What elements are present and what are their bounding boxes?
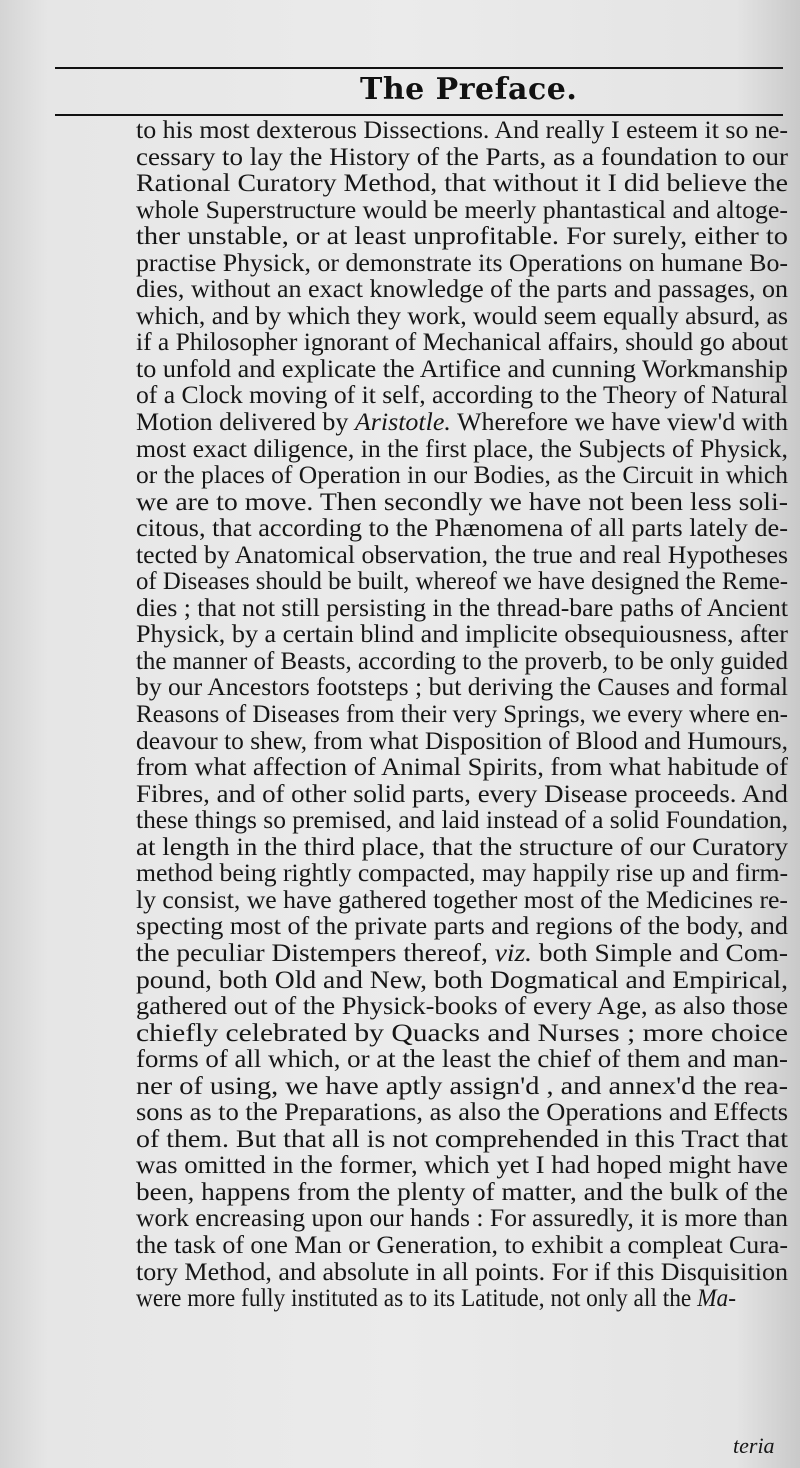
text-segment: were more fully instituted as to its Latitude, not only all the	[136, 1286, 698, 1313]
text-line	[136, 861, 796, 888]
text-segment: from what affection of Animal Spirits, from what habitude of	[136, 755, 788, 782]
text-segment: most exact diligence, in the first place, the Subjects of Physick,	[136, 436, 788, 463]
text-segment: Ma-	[697, 1286, 736, 1313]
text-segment: chiefly celebrated by Quacks and Nurses ; more choice	[136, 1020, 788, 1047]
text-line	[136, 808, 796, 835]
text-line	[136, 622, 796, 649]
catchword: teria	[733, 1433, 775, 1458]
text-line	[136, 1233, 796, 1260]
text-segment: the manner of Beasts, according to the proverb, to be only guided	[136, 648, 788, 675]
text-segment: of Diseases should be built, whereof we have designed the Reme-	[136, 569, 788, 596]
text-line	[136, 224, 796, 251]
text-line	[136, 171, 796, 198]
text-segment: dies ; that not still persisting in the thread-bare paths of Ancient	[136, 595, 788, 622]
text-segment: we are to move. Then secondly we have not been less soli-	[136, 489, 788, 516]
text-segment: cessary to lay the History of the Parts, as a foundation to our	[136, 144, 788, 171]
text-segment: ner of using, we have aptly assign'd , and annex'd the rea-	[136, 1073, 788, 1100]
text-line	[136, 357, 796, 384]
text-line	[136, 1153, 796, 1180]
text-line	[136, 1074, 796, 1101]
text-segment: gathered out of the Physick-books of every Age, as also those	[136, 994, 788, 1021]
text-line	[136, 1047, 796, 1074]
text-line	[136, 914, 796, 941]
text-line	[136, 383, 796, 410]
text-segment: sons as to the Preparations, as also the Operations and Effects	[136, 1100, 788, 1127]
text-line	[136, 835, 796, 862]
text-segment: method being rightly compacted, may happily rise up and firm-	[136, 861, 788, 888]
text-line	[136, 304, 796, 331]
text-line	[136, 968, 796, 995]
text-line	[136, 675, 796, 702]
text-segment: to his most dexterous Dissections. And really I esteem it so ne-	[136, 118, 788, 144]
text-segment: was omitted in the former, which yet I had hoped might have	[136, 1153, 788, 1180]
text-line	[136, 463, 796, 490]
text-line	[136, 437, 796, 464]
text-segment: both Simple and Com-	[532, 940, 788, 967]
text-segment: been, happens from the plenty of matter, and the bulk of the	[136, 1179, 788, 1206]
text-line	[136, 543, 796, 570]
text-segment: of them. But that all is not comprehended in this Tract that	[136, 1126, 789, 1153]
preface-body-text	[136, 118, 796, 1313]
text-line	[136, 569, 796, 596]
text-line	[136, 1260, 796, 1287]
text-segment: citous, that according to the Phænomena of all parts lately de-	[136, 516, 788, 543]
text-line	[136, 755, 796, 782]
text-segment: tory Method, and absolute in all points. For if this Disquisition	[136, 1259, 788, 1286]
text-segment: these things so premised, and laid instead of a solid Foundation,	[136, 808, 788, 835]
text-line	[136, 251, 796, 278]
text-segment: by our Ancestors footsteps ; but deriving the Causes and formal	[136, 675, 788, 702]
text-line	[136, 330, 796, 357]
text-segment: forms of all which, or at the least the chief of them and man-	[136, 1047, 788, 1074]
text-line	[136, 1127, 796, 1154]
text-segment: ly consist, we have gathered together most of the Medicines re-	[136, 887, 788, 914]
text-segment: dies, without an exact knowledge of the parts and passages, on	[136, 277, 788, 304]
text-line	[136, 702, 796, 729]
text-line	[136, 596, 796, 623]
text-segment: tected by Anatomical observation, the true and real Hypotheses	[136, 542, 788, 569]
text-segment: Rational Curatory Method, that without it I did believe the	[136, 171, 788, 198]
text-segment: which, and by which they work, would seem equally absurd, as	[136, 303, 788, 330]
text-segment: the task of one Man or Generation, to exhibit a compleat Cura-	[136, 1232, 788, 1259]
text-segment: Wherefore we have view'd with	[450, 410, 788, 437]
text-line	[136, 994, 796, 1021]
text-segment: whole Superstructure would be meerly phantastical and altoge-	[136, 197, 788, 224]
text-line	[136, 198, 796, 225]
text-segment: of a Clock moving of it self, according to the Theory of Natural	[136, 383, 788, 410]
text-line	[136, 1286, 796, 1313]
text-segment: deavour to shew, from what Disposition of Blood and Humours,	[136, 728, 788, 755]
text-segment: Fibres, and of other solid parts, every Disease proceeds. And	[136, 781, 788, 808]
text-segment: ther unstable, or at least unprofitable. For surely, either to	[136, 224, 788, 251]
text-segment: Reasons of Diseases from their very Springs, we every where en-	[136, 702, 788, 729]
text-segment: the peculiar Distempers thereof,	[136, 940, 495, 967]
text-segment: Aristotle.	[354, 410, 451, 437]
text-segment: specting most of the private parts and regions of the body, and	[136, 914, 788, 941]
text-line	[136, 1100, 796, 1127]
text-line	[136, 277, 796, 304]
text-line	[136, 888, 796, 915]
text-line	[136, 941, 796, 968]
header-rule-top	[55, 67, 783, 69]
text-segment: pound, both Old and New, both Dogmatical and Empirical,	[136, 967, 788, 994]
running-header: The Preface.	[360, 72, 578, 107]
text-line	[136, 410, 796, 437]
text-segment: practise Physick, or demonstrate its Operations on humane Bo-	[136, 250, 788, 277]
text-segment: at length in the third place, that the structure of our Curatory	[136, 834, 788, 861]
text-line	[136, 1206, 796, 1233]
text-line	[136, 729, 796, 756]
text-segment: Motion delivered by	[136, 410, 355, 437]
text-segment: viz.	[494, 940, 533, 967]
text-line	[136, 516, 796, 543]
text-line	[136, 145, 796, 172]
text-segment: to unfold and explicate the Artifice and cunning Workmanship	[136, 356, 788, 383]
text-segment: work encreasing upon our hands : For assuredly, it is more than	[136, 1206, 788, 1233]
header-rule-bottom	[55, 114, 783, 116]
text-line	[136, 1180, 796, 1207]
text-line	[136, 1021, 796, 1048]
text-line	[136, 782, 796, 809]
text-line	[136, 118, 796, 145]
text-line	[136, 490, 796, 517]
text-segment: if a Philosopher ignorant of Mechanical affairs, should go about	[136, 330, 788, 357]
text-segment: Physick, by a certain blind and implicite obsequiousness, after	[136, 622, 788, 649]
text-line	[136, 649, 796, 676]
text-segment: or the places of Operation in our Bodies, as the Circuit in which	[136, 463, 788, 490]
